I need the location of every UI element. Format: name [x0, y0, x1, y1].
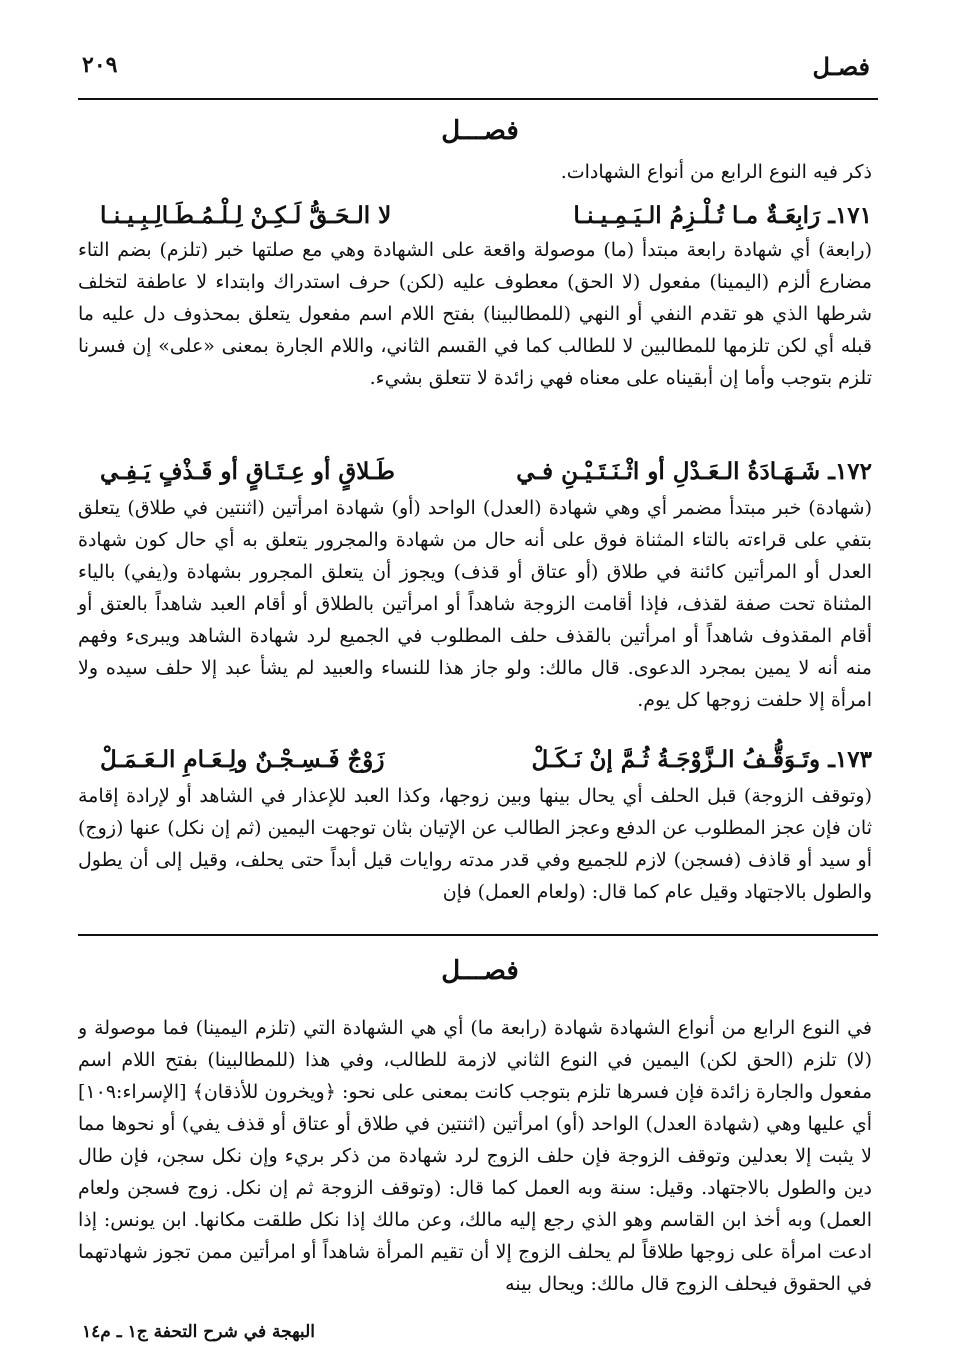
running-header-title: فصـل: [812, 52, 870, 81]
commentary-173: (وتوقف الزوجة) قبل الحلف أي يحال بينها وبين زوجها، وكذا العبد للإعذار في الشاهد أو لإرادة إقامة ثان فإن عجز المطلوب عن الدفع وعجز الطالب عن الإتيان بثان توجهت اليمين (ثم إن نكل) عنها (زوج) أو سيد أو قاذف (فسجن) لازم للجميع وفي قدر مدته روايات قيل أبداً حتى يحلف، وقيل إلى أن يطول والطول بالاجتهاد وقيل عام كما قال: (ولعام العمل) فإن: [78, 785, 872, 903]
verse-second-hemistich: طَـلاقٍ أو عِـتَـاقٍ أو قَـذْفٍ يَـفِـي: [100, 458, 395, 485]
verse-second-hemistich: زَوْجٌ فَـسِـجْـنٌ ولِـعَـامِ الـعَـمَـلْ: [100, 746, 385, 773]
section-heading-bottom: فصـــل: [441, 956, 519, 986]
footer-signature: البهجة في شرح التحفة ج١ ـ م١٤: [82, 1322, 315, 1342]
header-rule: [78, 98, 878, 100]
verse-first-hemistich: رَابِعَـةٌ مـا تُـلْـزِمُ الـيَـمِـيـنـا: [573, 202, 821, 229]
section-heading-top: فصـــل: [441, 116, 519, 146]
page-number: ٢٠٩: [82, 52, 118, 78]
verse-171: [100, 200, 872, 232]
section-divider: [78, 934, 878, 936]
intro-line: ذكر فيه النوع الرابع من أنواع الشهادات.: [560, 161, 872, 183]
verse-first-hemistich: شَـهَـادَةُ الـعَـدْلِ أو اثْـنَـتَـيْـنِ فـي: [516, 458, 821, 485]
verse-number: ١٧٣ـ: [828, 746, 872, 773]
commentary-172: (شهادة) خبر مبتدأ مضمر أي وهي شهادة (العدل) الواحد (أو) شهادة امرأتين (اثنتين في طلاق) يتعلق بتفي على قراءته بالتاء المثناة فوق على أنه حال من شهادة والمجرور يتعلق به أي حال كون شهادة العدل أو المرأتين كائنة في طلاق (أو عتاق أو قذف) ويجوز أن يتعلق المجرور بشهادة و(يفي) بالياء المثناة تحت صفة لقذف، فإذا أقامت الزوجة شاهداً أو امرأتين بالطلاق أو أقام العبد شاهداً بالعتق أو أقام المقذوف شاهداً أو امرأتين بالقذف حلف المطلوب في الجميع لرد شهادة الشاهد ويبرىء وفهم منه أنه لا يمين بمجرد الدعوى. قال مالك: ولو جاز هذا للنساء والعبيد لم يشأ عبد إلا حلف سيده ولا امرأة إلا حلفت زوجها كل يوم.: [78, 497, 872, 711]
bottom-commentary: في النوع الرابع من أنواع الشهادة شهادة (رابعة ما) أي هي الشهادة التي (تلزم اليمينا) فما موصولة و (لا) تلزم (الحق لكن) اليمين في النوع الثاني لازمة للطالب، وفي هذا (للمطالبينا) بفتح اللام اسم مفعول والجارة زائدة فإن فسرها تلزم بتوجب كانت بمعنى على نحو: ﴿ويخرون للأذقان﴾ [الإسراء:١٠٩] أي عليها وهي (شهادة العدل) الواحد (أو) امرأتين (اثنتين في طلاق أو عتاق أو قذف يفي) أو نحوها مما لا يثبت إلا بعدلين وتوقف الزوجة فإن حلف الزوج لرد شهادة من ذكر بريء وإن نكل سجن، فإن طال دين والطول بالاجتهاد. وقيل: سنة وبه العمل كما قال: (وتوقف الزوجة ثم إن نكل. زوج فسجن ولعام العمل) وبه أخذ ابن القاسم وهو الذي رجع إليه مالك، وعن مالك إذا نكل طلقت مكانها. ابن يونس: إذا ادعت امرأة على زوجها طلاقاً لم يحلف الزوج إلا أن تقيم المرأة شاهداً أو امرأتين ممن تجوز شهادتهما في الحقوق فيحلف الزوج قال مالك: ويحال بينه: [78, 1017, 872, 1295]
verse-first-hemistich: وتَـوَقُّـفُ الـزَّوْجَـةُ ثُـمَّ إنْ نَـكَـلْ: [531, 746, 821, 773]
verse-172: [100, 456, 872, 488]
verse-173: [100, 744, 872, 776]
commentary-171: (رابعة) أي شهادة رابعة مبتدأ (ما) موصولة واقعة على الشهادة وهي مع صلتها خبر (تلزم) بضم التاء مضارع ألزم (اليمينا) مفعول (لا الحق) معطوف عليه (لكن) حرف استدراك وابتداء لا عاطفة لتخلف شرطها الذي هو تقدم النفي أو النهي (للمطالبينا) بفتح اللام اسم مفعول يتعلق بمحذوف دل عليه ما قبله أي لكن تلزمها للمطالبين لا للطالب كما في القسم الثاني، واللام الجارة بمعنى «على» إن فسرنا تلزم بتوجب وأما إن أبقيناه على معناه فهي زائدة لا تتعلق بشيء.: [78, 239, 872, 389]
verse-number: ١٧٢ـ: [828, 458, 872, 485]
verse-number: ١٧١ـ: [828, 202, 872, 229]
verse-second-hemistich: لا الـحَـقُّ لَـكِـنْ لِـلْـمُـطَـالِـبِـيـنـا: [100, 202, 392, 229]
